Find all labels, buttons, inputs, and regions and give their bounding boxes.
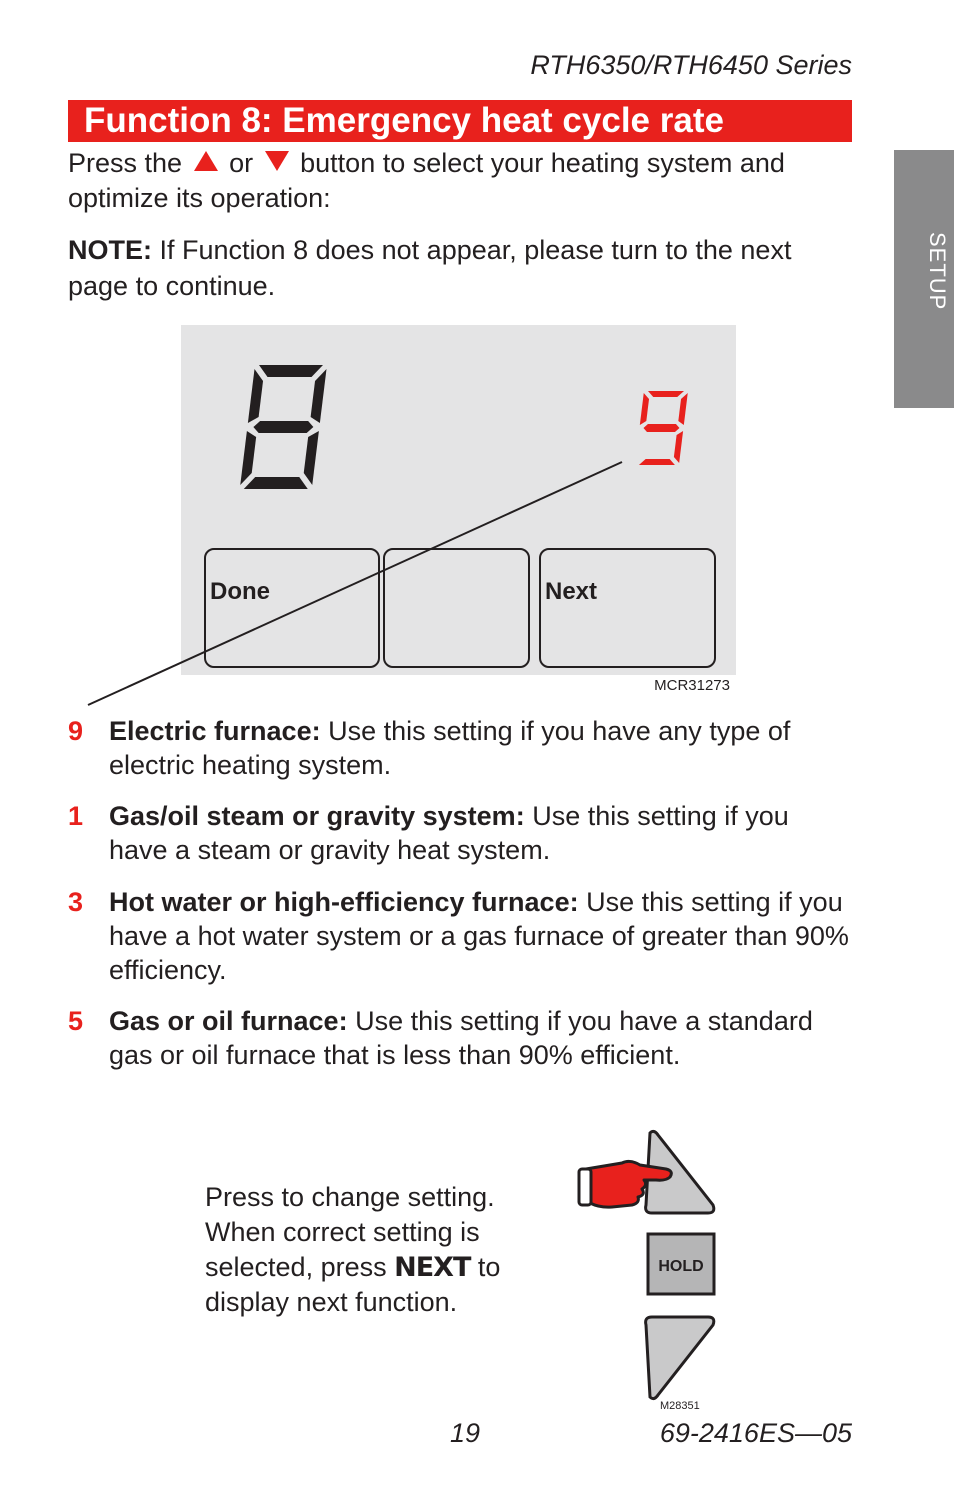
- next-label: Next: [545, 578, 598, 605]
- keypad-illustration: [570, 1125, 730, 1410]
- intro-text-2: or: [229, 148, 254, 178]
- hold-label: HOLD: [658, 1258, 704, 1275]
- next-keyword: NEXT: [394, 1252, 471, 1283]
- option-text: Use this setting if you have a hot water system or a gas furnace of greater than 90% efficiency.: [109, 887, 849, 985]
- option-text: Use this setting if you have a standard gas or oil furnace that is less than 90% efficient.: [109, 1006, 813, 1070]
- series-title: RTH6350/RTH6450 Series: [530, 50, 852, 80]
- note-text: If Function 8 does not appear, please turn to the next page to continue.: [68, 235, 792, 301]
- intro-text-3: button to select your heating system and optimize its operation:: [68, 148, 785, 213]
- option-number: 9: [68, 716, 84, 746]
- instruction-text: [205, 1180, 565, 1320]
- option-number: 5: [68, 1006, 84, 1036]
- option-number: 1: [68, 801, 84, 831]
- option-number: 3: [68, 887, 84, 917]
- option-title: Gas or oil furnace:: [109, 1006, 348, 1036]
- note-label: NOTE:: [68, 235, 152, 265]
- figure-id-mcr: MCR31273: [654, 677, 730, 694]
- option-title: Gas/oil steam or gravity system:: [109, 801, 525, 831]
- instruction-part-2: to display next function.: [205, 1252, 501, 1317]
- option-title: Electric furnace:: [109, 716, 321, 746]
- option-title: Hot water or high-efficiency furnace:: [109, 887, 579, 917]
- done-label: Done: [210, 578, 270, 605]
- figure-id-m28351: M28351: [660, 1400, 700, 1412]
- page-number: 19: [450, 1418, 481, 1448]
- down-key[interactable]: [646, 1317, 714, 1399]
- setup-tab-label: SETUP: [925, 232, 950, 311]
- section-heading: Function 8: Emergency heat cycle rate: [84, 101, 724, 140]
- instruction-part-1: Press to change setting. When correct setting is selected, press: [205, 1182, 495, 1282]
- option-text: Use this setting if you have any type of electric heating system.: [109, 716, 791, 780]
- document-number: 69-2416ES—05: [659, 1418, 852, 1448]
- option-text: Use this setting if you have a steam or gravity heat system.: [109, 801, 789, 865]
- intro-text-1: Press the: [68, 148, 183, 178]
